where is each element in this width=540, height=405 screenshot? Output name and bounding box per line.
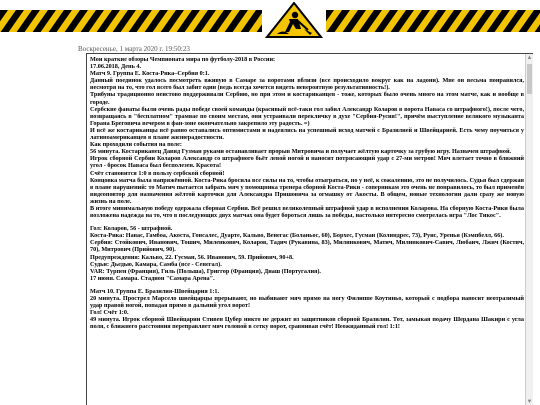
article-line: Игрок сборной Сербии Коларов Александр со штрафного бьёт левой ногой и наносит потрясающий удар с 27-ми метров! Мяч влетает точно в ближний угол - бросок Наваса был бесполезен. Красота! [90,155,524,170]
article-line: 17.06.2018, День 4. [90,63,142,71]
article-line: Концовка матча была напряжённой. Коста-Рика бросила все силы на то, чтобы отыграться, но у неё, к сожалению, это не получилось. Судья был сдержан в плане нарушений: то Матич пытается забрать мяч у помощника тренера сборной Коста-Рики - соперникам это очень не понравилось, то был применён видеоповтор для назначения жёлтой карточки для Александра Пришовича за огмашку от Акосты. В общем, новые технологии дали сразу же новую жизнь на поле. [90,176,524,205]
construction-banner [0,0,540,42]
article-line: Гол! Счёт 1:0. [90,309,129,317]
article-line: Коста-Рика: Навас, Гамбоа, Акоста, Гонсалес, Дуарте, Кальво, Венегас (Боланьос, 60), Борхес, Гусман (Колиндрес, 73), Руис, Уренья (Кэмпбелл, 66). [90,232,504,240]
scrollbar-thumb[interactable] [527,64,532,94]
article-line: Как проходили события на поле: [90,141,182,149]
article-line: В итоге минимальную победу одержала сборная Сербии. Всё решил великолепный штрафной удар в исполнении Коларова. На сборную Коста-Рики была возложена надежда на то, что в последующих двух матчах она будет бороться лишь за победы, настолько интересно смотрелась игра "Лос Тикос". [90,204,524,220]
under-construction-icon [265,2,323,40]
article-frame[interactable] [86,53,533,405]
post-timestamp: Воскресенье, 1 марта 2020 г. 19:50:23 [78,45,190,53]
vertical-scrollbar[interactable] [525,54,533,405]
article-line: Данный поединок удалось посмотреть вживую в Самаре за воротами вблизи (все происходило вокруг как на ладони). Мне он весьма понравился, несмотря на то, что гол всего был забит один (ведь всегда хочется видеть невероятную результативность!). [90,77,524,92]
article-line: И всё же костариканцы всё равно оставались оптимистами и надеялись на успешный исход матчей с Бразилией и Швейцарией. Есть чему поучиться у латиноамериканцев в плане жизнерадостности. [90,126,524,142]
hazard-stripe-left [0,10,262,32]
scroll-down-arrow-icon[interactable]: ▼ [526,399,533,405]
article-line: 56 минута. Костариканец Давид Гузман руками останавливает прорыв Митровича и получает жёлтую карточку за грубую игру. Назначен штрафной. [90,148,512,156]
article-line: Сербские фанаты были очень рады победе своей команды (красивый всё-таки гол забил Александр Коларов в ворота Наваса со штрафного!), после чего, возвращаясь в "бесплатном" трамвае по своим местам, они устраивали перекличку в духе "Сербия-Русия!", причём выступление великого музыканта Горана Бреговича вечером в фан-зоне окончательно закрепило эту радость. =) [90,105,524,127]
article-body [90,56,524,330]
article-line: VAR: Турпен (Франция), Гиль (Польша), Григгор (Франция), Диаш (Португалия). [90,267,321,275]
article-line: Гол: Коларов, 56 - штрафной. [90,225,173,233]
article-line: Предупреждения: Кальво, 22. Гусман, 56. Иванович, 59. Прийович, 90+8. [90,253,294,261]
article-line: Матч 10. Группа E. Бразилия-Швейцария 1:1. [90,287,220,295]
article-line: Сербия: Стойкович, Иванович, Тошич, Миленкович, Коларов, Тадич (Рукавина, 83), Милинкович, Матич, Милинкович-Савич, Любаич, Лжич (Костич, 70), Митрович (Прийович, 90). [90,239,524,254]
article-line: 20 минута. Прострел Марсело швейцарцы прерывают, но выбивают мяч прямо на ногу Филиппе Коутиньо, который с подбора наносит неотразимый удар правой ногой, попадая прямо в дальний угол ворот! [90,295,524,310]
scroll-up-arrow-icon[interactable]: ▲ [526,55,533,61]
article-line: Судьи: Дьедью, Камара, Самба (все - Сенегал). [90,260,222,268]
article-line: Мои краткие обзоры Чемпионата мира по футболу-2018 в России: [90,56,276,63]
article-line: Матч 9. Группа E. Коста-Рика–Сербия 0:1. [90,70,210,78]
hazard-stripe-right [326,10,540,32]
article-line: 49 минута. Игрок сборной Швейцарии Стивен Цубер никто не держит из защитников сборной Бразилии. Тот, замыкая подачу Шердана Шакири с угла поля, с ближнего расстояния переправляет мяч головой в сетку ворот, сравнивая счёт! Неожиданный гол! 1:1! [90,316,524,331]
article-line: Счёт становится 1:0 в пользу сербской сборной! [90,169,225,177]
article-line: 17 июня. Самара. Стадион "Самара Арена". [90,274,215,282]
article-line: Трибуны традиционно неистово поддерживали Сербию, но при этом и костариканцев - тоже, которых было очень много на этом матче, как и вообще в городе. [90,91,524,106]
